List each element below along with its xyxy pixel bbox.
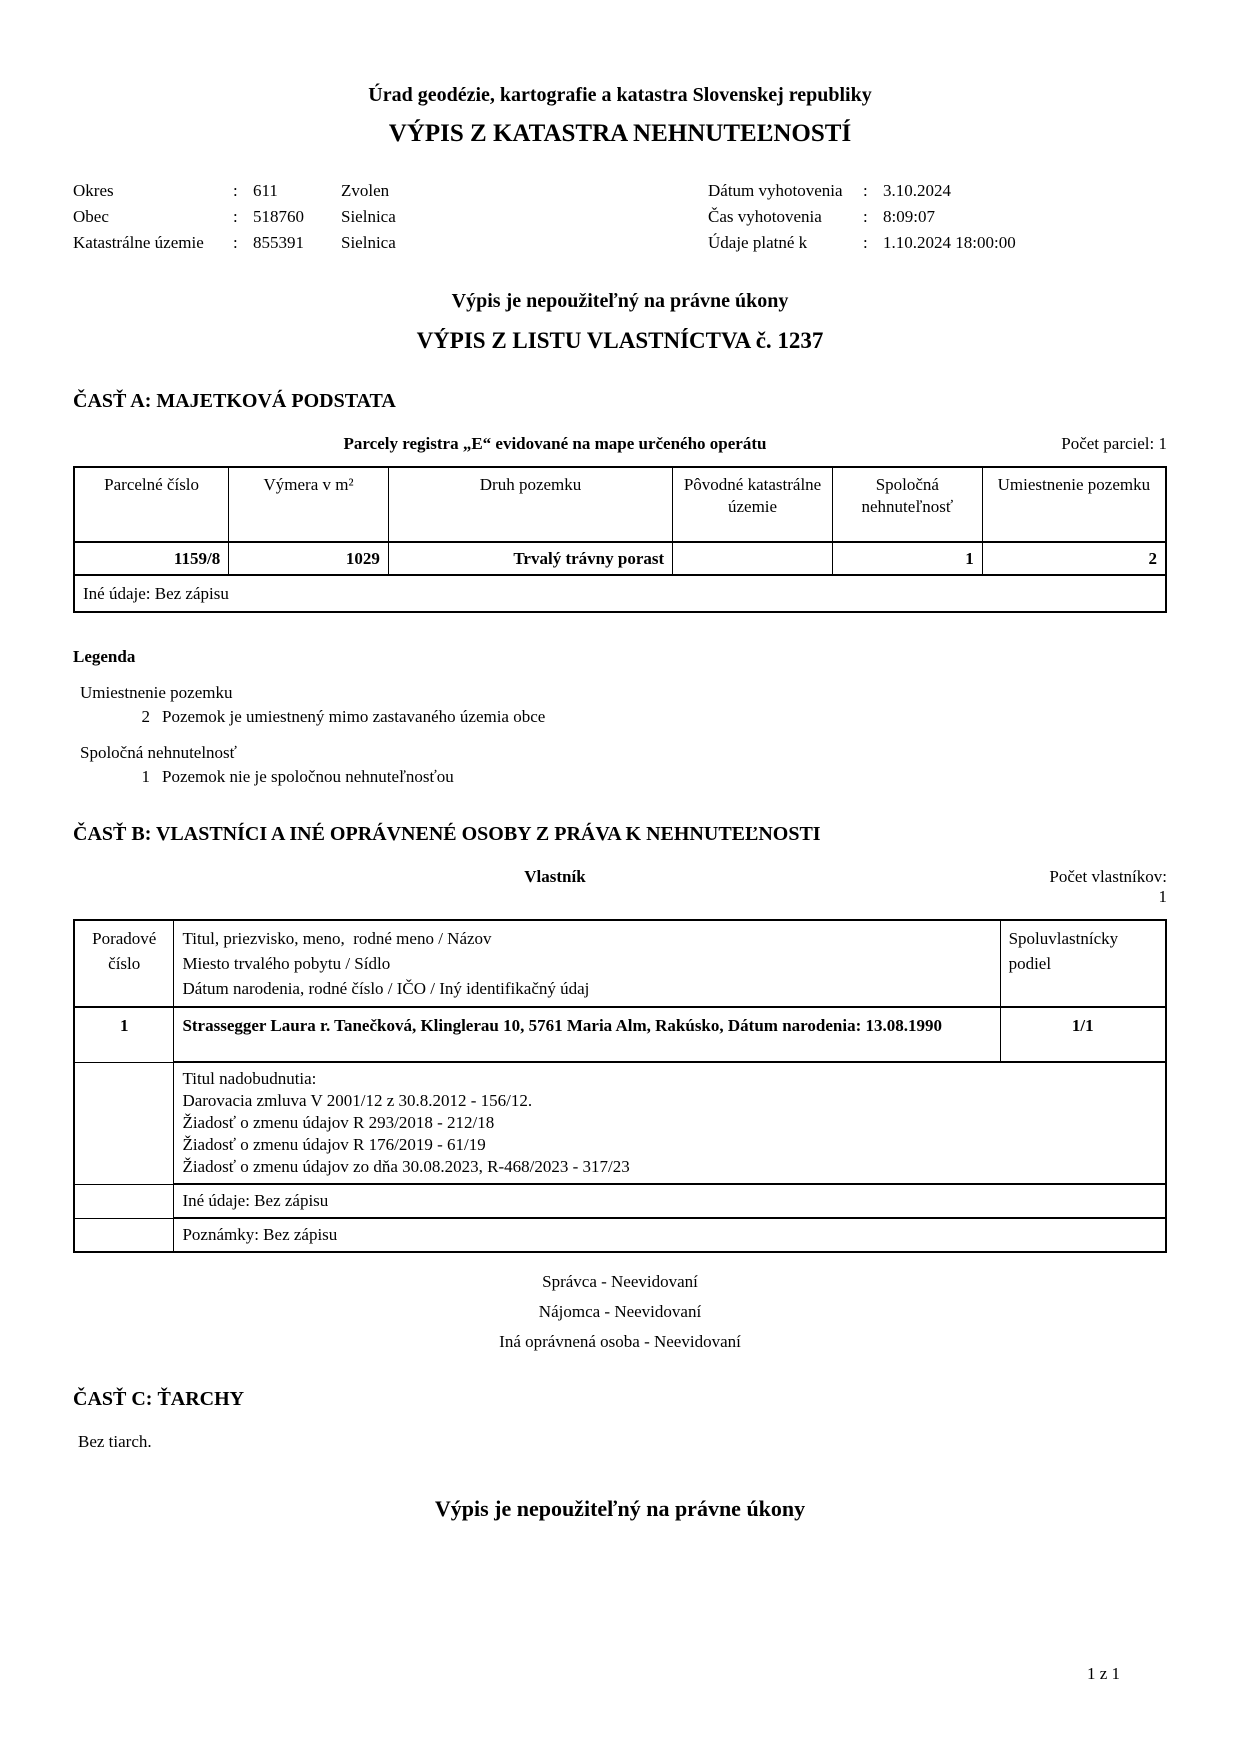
owner-sequence-number-cell: 1 bbox=[74, 1007, 174, 1062]
legend-heading: Legenda bbox=[73, 647, 136, 666]
owner-other-info-cell: Iné údaje: Bez zápisu bbox=[174, 1184, 1166, 1218]
owner-row bbox=[74, 1007, 1166, 1062]
acquisition-line: Žiadosť o zmenu údajov R 293/2018 - 212/18 bbox=[182, 1113, 495, 1132]
section-c-content: Bez tiarch. bbox=[78, 1432, 152, 1451]
empty-cell bbox=[74, 1184, 174, 1218]
document-title: VÝPIS Z KATASTRA NEHNUTEĽNOSTÍ bbox=[388, 120, 852, 147]
meta-value: Zvolen bbox=[341, 181, 390, 200]
meta-value: 1.10.2024 18:00:00 bbox=[883, 233, 1016, 252]
section-b-heading: ČASŤ B: VLASTNÍCI A INÉ OPRÁVNENÉ OSOBY Z PRÁVA K NEHNUTEĽNOSTI bbox=[73, 823, 821, 845]
parcel-area-cell: 1029 bbox=[229, 542, 389, 575]
col-header-spoluvlastnicky-podiel: Spoluvlastnícky podiel bbox=[1000, 920, 1166, 1007]
acquisition-title-row bbox=[74, 1062, 1166, 1184]
col-header-druh-pozemku: Druh pozemku bbox=[388, 467, 672, 542]
owner-identity-header-line: Miesto trvalého pobytu / Sídlo bbox=[182, 954, 391, 973]
owner-notes-cell: Poznámky: Bez zápisu bbox=[174, 1218, 1166, 1252]
meta-label: Okres bbox=[73, 181, 114, 200]
meta-value: Sielnica bbox=[341, 207, 396, 226]
section-c-heading: ČASŤ C: ŤARCHY bbox=[73, 1388, 245, 1410]
meta-code: 611 bbox=[253, 181, 278, 200]
legal-disclaimer-top: Výpis je nepoužiteľný na právne úkony bbox=[451, 290, 789, 312]
meta-row-obec bbox=[73, 204, 708, 230]
legend-item-code: 1 bbox=[141, 767, 150, 786]
legend-group-title: Umiestnenie pozemku bbox=[80, 683, 233, 702]
parcel-original-area-cell bbox=[673, 542, 833, 575]
owner-description-cell: Strassegger Laura r. Tanečková, Klinglerau 10, 5761 Maria Alm, Rakúsko, Dátum narodenia: 13.08.1990 bbox=[174, 1007, 1000, 1062]
acquisition-line: Darovacia zmluva V 2001/12 z 30.8.2012 - 156/12. bbox=[182, 1091, 533, 1110]
meta-label: Čas vyhotovenia bbox=[708, 207, 822, 226]
meta-separator: : bbox=[863, 207, 868, 226]
empty-cell bbox=[74, 1062, 174, 1184]
legend-group-umiestnenie bbox=[73, 683, 1167, 727]
legal-disclaimer-bottom: Výpis je nepoužiteľný na právne úkony bbox=[434, 1496, 806, 1521]
owner-identity-header-line: Dátum narodenia, rodné číslo / IČO / Iný identifikačný údaj bbox=[182, 979, 590, 998]
owners-table-header-row bbox=[74, 920, 1166, 1007]
meta-separator: : bbox=[863, 233, 868, 252]
acquisition-line: Žiadosť o zmenu údajov zo dňa 30.08.2023, R-468/2023 - 317/23 bbox=[182, 1157, 630, 1176]
part-a-caption-row bbox=[73, 434, 1167, 454]
meta-row-datum-vyhotovenia bbox=[708, 178, 1167, 204]
meta-row-katastralne-uzemie bbox=[73, 230, 708, 256]
ownership-deed-title: VÝPIS Z LISTU VLASTNÍCTVA č. 1237 bbox=[416, 328, 824, 353]
col-header-poradove-cislo: Poradové číslo bbox=[74, 920, 174, 1007]
meta-separator: : bbox=[233, 233, 238, 252]
part-a-table-title: Parcely registra „E“ evidované na mape určeného operátu bbox=[343, 434, 767, 453]
col-header-parcelne-cislo: Parcelné číslo bbox=[74, 467, 229, 542]
not-registered-section bbox=[73, 1271, 1167, 1352]
meta-row-udaje-platne-k bbox=[708, 230, 1167, 256]
col-header-povodne-kat-uzemie: Pôvodné katastrálne územie bbox=[673, 467, 833, 542]
meta-value: 3.10.2024 bbox=[883, 181, 951, 200]
parcel-count-label: Počet parciel: 1 bbox=[1061, 434, 1167, 453]
legend-item bbox=[80, 707, 1167, 727]
not-registered-ina-osoba: Iná oprávnená osoba - Neevidovaní bbox=[499, 1332, 741, 1351]
parcel-land-type-cell: Trvalý trávny porast bbox=[388, 542, 672, 575]
legend-item-text: Pozemok nie je spoločnou nehnuteľnosťou bbox=[162, 767, 454, 786]
meta-label: Údaje platné k bbox=[708, 233, 808, 252]
parcel-other-info-row bbox=[74, 575, 1166, 612]
owner-identity-header-line: Titul, priezvisko, meno, rodné meno / Názov bbox=[182, 929, 492, 948]
legend-item bbox=[80, 767, 1167, 787]
col-header-vymera: Výmera v m² bbox=[229, 467, 389, 542]
owners-table bbox=[73, 919, 1167, 1253]
authority-name: Úrad geodézie, kartografie a katastra Slovenskej republiky bbox=[368, 84, 872, 106]
page-number: 1 z 1 bbox=[1086, 1664, 1120, 1683]
parcel-number-cell: 1159/8 bbox=[74, 542, 229, 575]
acquisition-title-cell bbox=[174, 1062, 1166, 1184]
not-registered-najomca: Nájomca - Neevidovaní bbox=[538, 1302, 702, 1321]
section-a-heading: ČASŤ A: MAJETKOVÁ PODSTATA bbox=[73, 390, 396, 412]
empty-cell bbox=[74, 1218, 174, 1252]
parcel-row bbox=[74, 542, 1166, 575]
legend-item-code: 2 bbox=[141, 707, 150, 726]
col-header-umiestnenie-pozemku: Umiestnenie pozemku bbox=[982, 467, 1166, 542]
part-b-table-title: Vlastník bbox=[524, 867, 586, 886]
owner-notes-row bbox=[74, 1218, 1166, 1252]
meta-code: 855391 bbox=[253, 233, 304, 252]
parcels-table-header-row bbox=[74, 467, 1166, 542]
parcel-common-property-cell: 1 bbox=[832, 542, 982, 575]
meta-row-okres bbox=[73, 178, 708, 204]
legend-group-spolocna bbox=[73, 743, 1167, 787]
meta-separator: : bbox=[863, 181, 868, 200]
legend-section bbox=[73, 647, 1167, 787]
meta-label: Dátum vyhotovenia bbox=[708, 181, 843, 200]
owner-share-cell: 1/1 bbox=[1000, 1007, 1166, 1062]
meta-value: 8:09:07 bbox=[883, 207, 935, 226]
meta-label: Obec bbox=[73, 207, 109, 226]
legend-item-text: Pozemok je umiestnený mimo zastavaného územia obce bbox=[162, 707, 546, 726]
meta-row-cas-vyhotovenia bbox=[708, 204, 1167, 230]
meta-left-block bbox=[73, 178, 708, 256]
col-header-spolocna-nehnutelnost: Spoločná nehnuteľnosť bbox=[832, 467, 982, 542]
parcel-other-info-cell: Iné údaje: Bez zápisu bbox=[74, 575, 1166, 612]
owner-other-info-row bbox=[74, 1184, 1166, 1218]
document-meta bbox=[73, 178, 1167, 256]
meta-right-block bbox=[708, 178, 1167, 256]
parcels-table bbox=[73, 466, 1167, 613]
owner-count-label: Počet vlastníkov: 1 bbox=[1049, 867, 1167, 906]
acquisition-line: Žiadosť o zmenu údajov R 176/2019 - 61/19 bbox=[182, 1135, 486, 1154]
parcel-placement-cell: 2 bbox=[982, 542, 1166, 575]
not-registered-spravca: Správca - Neevidovaní bbox=[542, 1272, 698, 1291]
meta-separator: : bbox=[233, 207, 238, 226]
meta-separator: : bbox=[233, 181, 238, 200]
meta-label: Katastrálne územie bbox=[73, 233, 204, 252]
acquisition-title: Titul nadobudnutia: bbox=[182, 1069, 317, 1088]
col-header-owner-identity bbox=[174, 920, 1000, 1007]
meta-value: Sielnica bbox=[341, 233, 396, 252]
legend-group-title: Spoločná nehnutelnosť bbox=[80, 743, 237, 762]
meta-code: 518760 bbox=[253, 207, 304, 226]
part-b-caption-row bbox=[73, 867, 1167, 907]
